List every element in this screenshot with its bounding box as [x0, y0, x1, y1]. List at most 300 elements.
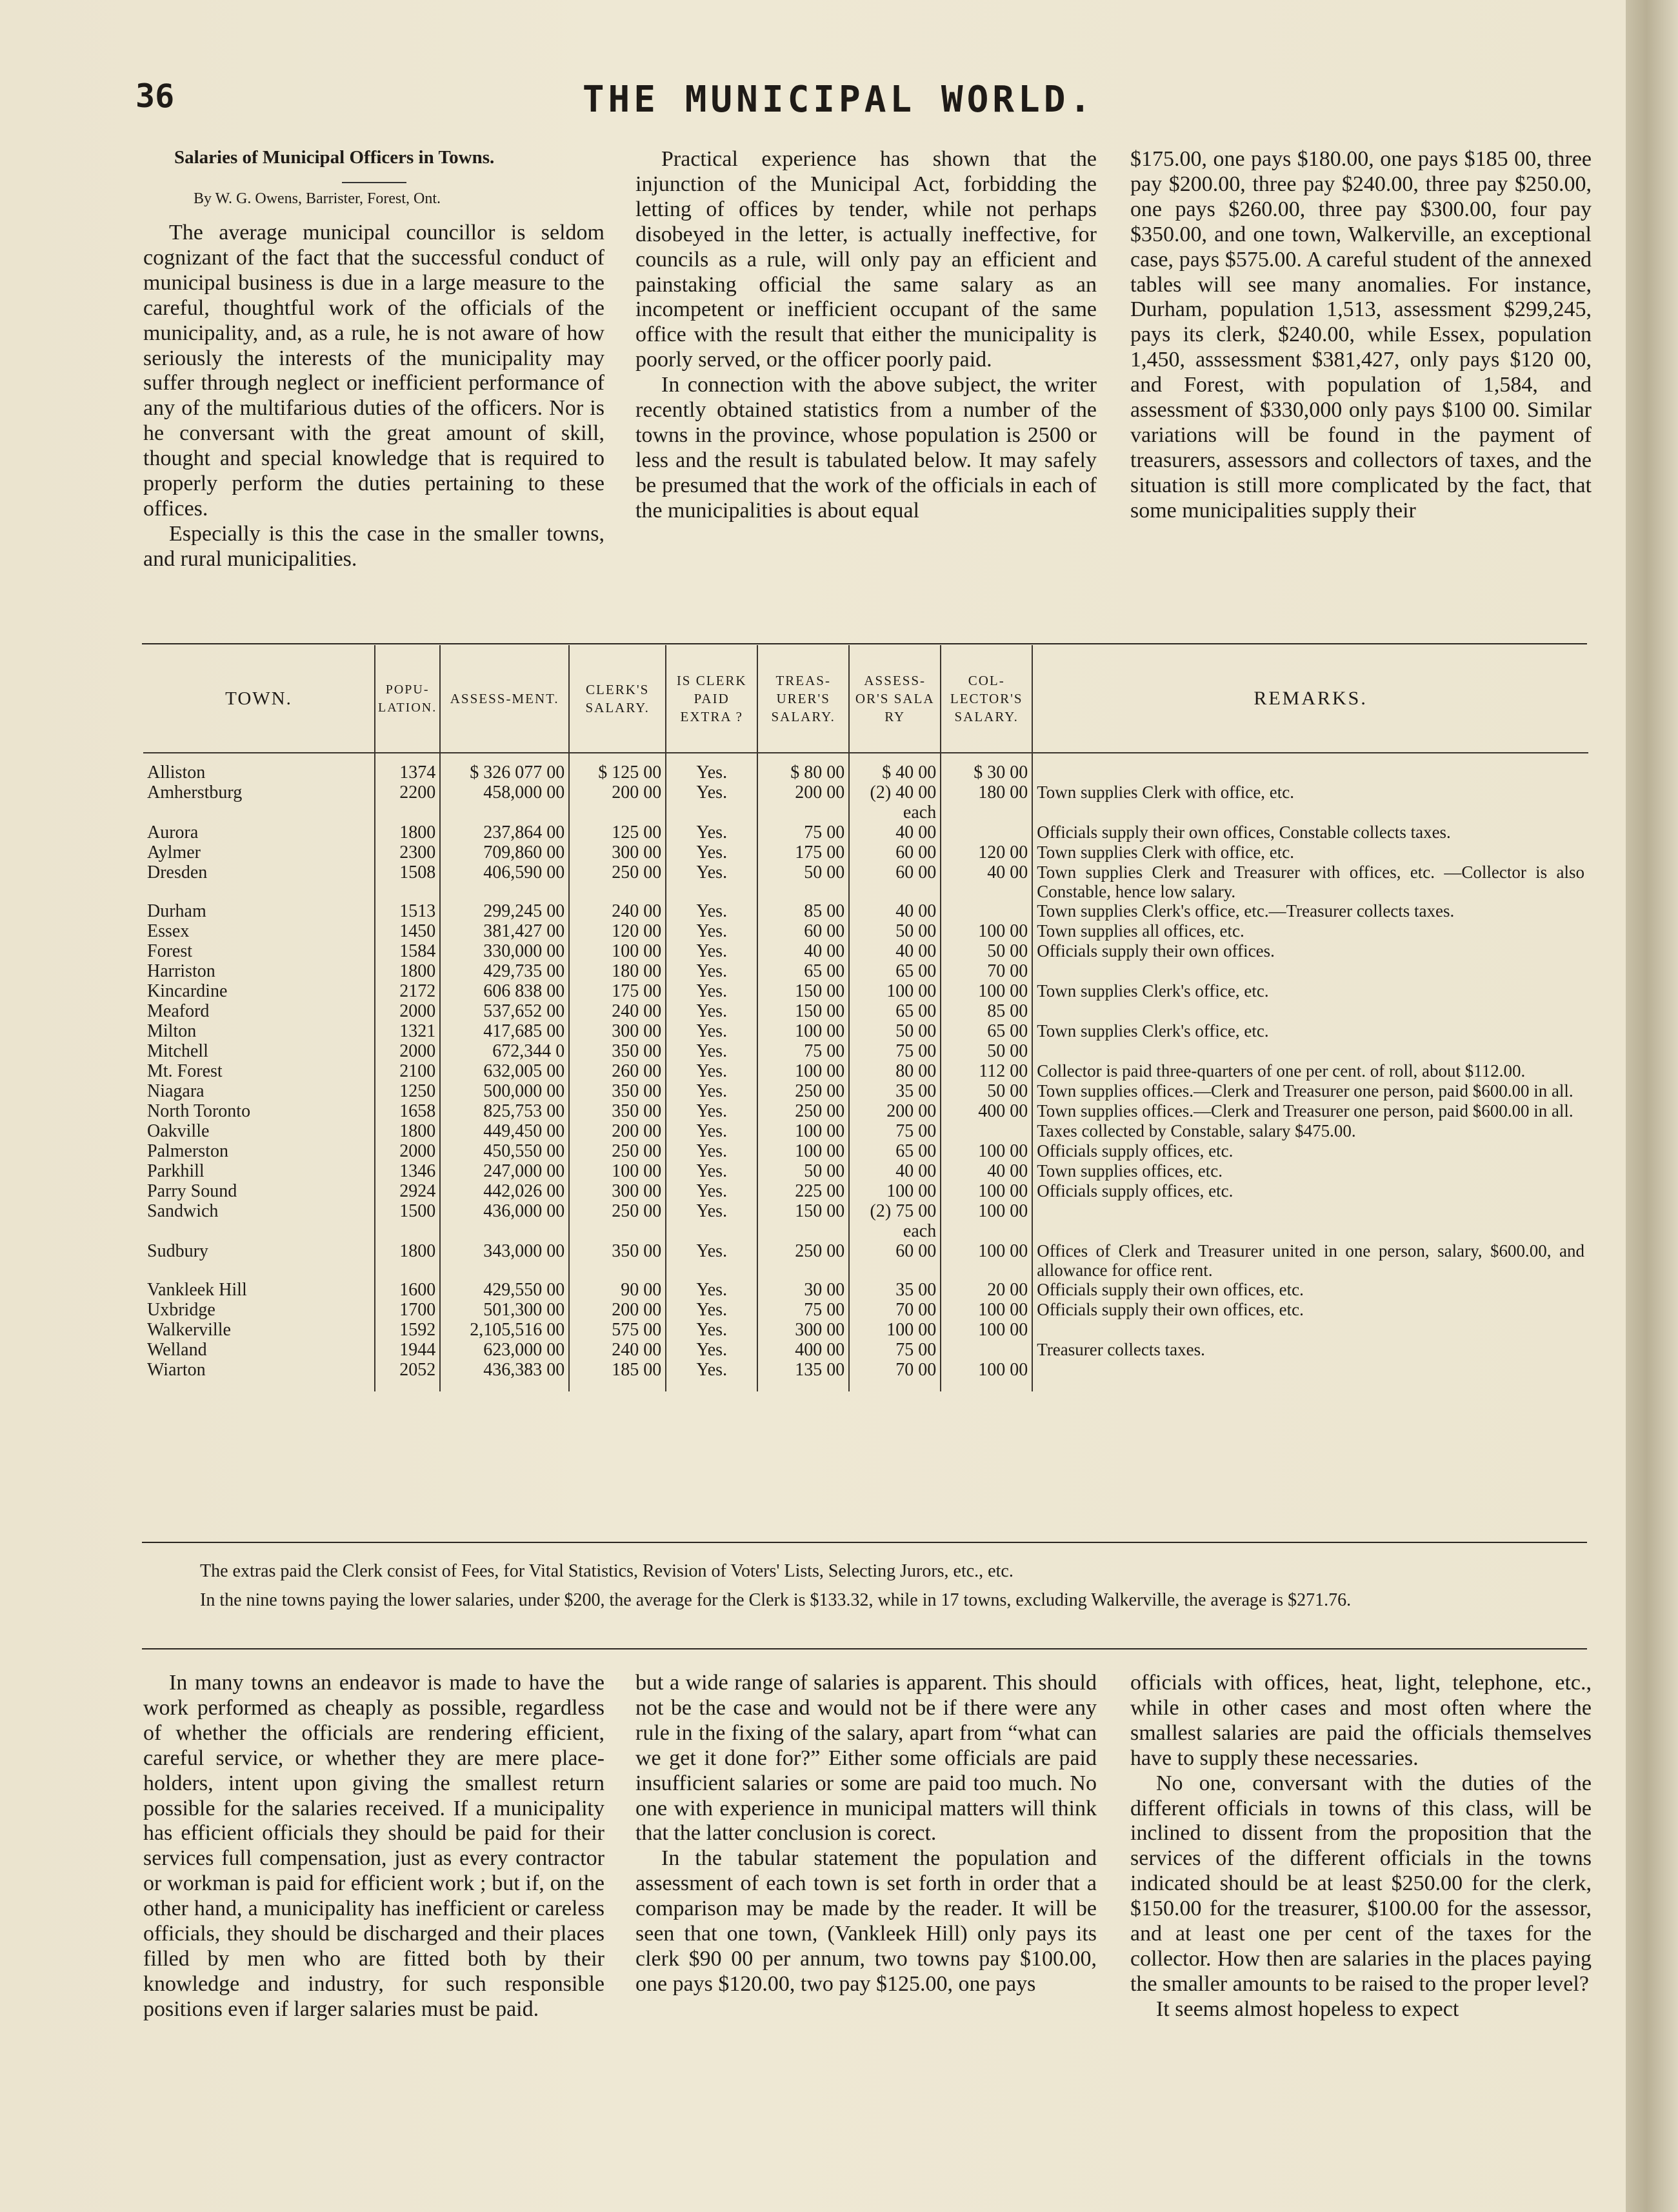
table-cell-collector-salary — [941, 822, 1032, 842]
paragraph: Especially is this the case in the smaller towns, and rural municipalities. — [143, 521, 604, 571]
table-cell-town: Kincardine — [147, 981, 228, 1001]
header-treasurer-salary: TREAS-URER'S SALARY. — [757, 645, 849, 753]
table-cell-assessment: 606 838 00 — [440, 981, 569, 1001]
paragraph: In many towns an endeavor is made to have the work performed as cheaply as possible, regardless of whether the officials are rendering efficient, careful service, or whether they are mere place-holders, intent upon giving the smallest return possible for the salaries received. If a municipality has efficient officials they should be paid for their services full compensation, just as every contractor or workman is paid for efficient work ; but if, on the other hand, a municipality has inefficient or careless officials, they should be discharged and their places filled by men who are fitted both by their knowledge and industry, for such responsible positions even if larger salaries must be paid. — [143, 1671, 604, 2021]
table-cell-clerk-salary: 185 00 — [569, 1360, 666, 1391]
table-cell-clerk-extra: Yes. — [666, 1280, 757, 1300]
table-cell-remarks: Offices of Clerk and Treasurer united in one person, salary, $600.00, and allowance for office rent. — [1032, 1241, 1588, 1280]
table-cell-treasurer-salary: 65 00 — [757, 961, 849, 981]
table-cell-assessor-salary: 35 00 — [849, 1081, 941, 1101]
table-cell-clerk-extra: Yes. — [666, 862, 757, 901]
table-cell-assessor-salary: 80 00 — [849, 1061, 941, 1081]
table-cell-town: Wiarton — [147, 1360, 206, 1380]
table-cell-clerk-salary: 180 00 — [569, 961, 666, 981]
table-cell-assessor-salary: 40 00 — [849, 822, 941, 842]
table-cell-town: Durham — [147, 901, 206, 921]
table-cell-town: Walkerville — [147, 1320, 231, 1340]
table-cell-treasurer-salary: 150 00 — [757, 981, 849, 1001]
table-row — [143, 941, 1588, 961]
table-cell-collector-salary: 100 00 — [941, 921, 1032, 941]
table-cell-remarks: Town supplies offices.—Clerk and Treasurer one person, paid $600.00 in all. — [1032, 1081, 1588, 1101]
table-cell-clerk-salary: 240 00 — [569, 1001, 666, 1021]
table-cell-town: Vankleek Hill — [147, 1280, 247, 1300]
table-cell-collector-salary: 120 00 — [941, 842, 1032, 862]
table-cell-assessor-salary: 75 00 — [849, 1121, 941, 1141]
table-cell-collector-salary: 400 00 — [941, 1101, 1032, 1121]
table-cell-remarks: Town supplies Clerk's office, etc. — [1032, 1021, 1588, 1041]
table-cell-clerk-extra: Yes. — [666, 1121, 757, 1141]
header-remarks: REMARKS. — [1032, 645, 1588, 753]
table-cell-clerk-extra: Yes. — [666, 782, 757, 822]
table-cell-treasurer-salary: 200 00 — [757, 782, 849, 822]
table-cell-assessor-salary: 100 00 — [849, 981, 941, 1001]
table-row — [143, 1121, 1588, 1141]
table-row — [143, 1280, 1588, 1300]
table-row — [143, 782, 1588, 822]
table-cell-assessor-salary: 35 00 — [849, 1280, 941, 1300]
table-row — [143, 1340, 1588, 1360]
table-cell-treasurer-salary: 75 00 — [757, 822, 849, 842]
table-cell-clerk-salary: 250 00 — [569, 1201, 666, 1241]
table-row — [143, 1001, 1588, 1021]
section-rule — [142, 1648, 1587, 1649]
table-cell-collector-salary: 100 00 — [941, 1241, 1032, 1280]
table-cell-population: 1944 — [375, 1340, 440, 1360]
table-row — [143, 862, 1588, 901]
paragraph: officials with offices, heat, light, telephone, etc., while in other cases and most often where the smallest salaries are paid the officials themselves have to supply these necessaries. — [1130, 1671, 1592, 1770]
table-cell-town: Niagara — [147, 1081, 205, 1101]
table-cell-population: 2924 — [375, 1181, 440, 1201]
table-cell-clerk-salary: 90 00 — [569, 1280, 666, 1300]
table-cell-clerk-salary: 175 00 — [569, 981, 666, 1001]
table-cell-assessment: 299,245 00 — [440, 901, 569, 921]
table-cell-assessor-salary: (2) 75 00 each — [849, 1201, 941, 1241]
table-cell-remarks: Town supplies Clerk with office, etc. — [1032, 842, 1588, 862]
table-cell-town: North Toronto — [147, 1101, 251, 1121]
table-row — [143, 1360, 1588, 1391]
table-cell-population: 2172 — [375, 981, 440, 1001]
table-cell-clerk-salary: 250 00 — [569, 862, 666, 901]
article-title: Salaries of Municipal Officers in Towns. — [174, 147, 495, 168]
table-cell-assessment: 442,026 00 — [440, 1181, 569, 1201]
table-cell-collector-salary: $ 30 00 — [941, 762, 1032, 782]
table-cell-population: 1800 — [375, 822, 440, 842]
table-cell-remarks: Officials supply their own offices, Constable collects taxes. — [1032, 822, 1588, 842]
table-cell-town: Milton — [147, 1021, 197, 1041]
table-cell-treasurer-salary: 135 00 — [757, 1360, 849, 1391]
table-cell-collector-salary: 100 00 — [941, 1300, 1032, 1320]
table-cell-treasurer-salary: 250 00 — [757, 1101, 849, 1121]
table-row — [143, 842, 1588, 862]
table-cell-assessor-salary: $ 40 00 — [849, 762, 941, 782]
table-row — [143, 762, 1588, 782]
table-cell-collector-salary: 40 00 — [941, 1161, 1032, 1181]
table-cell-clerk-extra: Yes. — [666, 1161, 757, 1181]
table-cell-population: 1700 — [375, 1300, 440, 1320]
table-cell-town: Mitchell — [147, 1041, 208, 1061]
table-row — [143, 981, 1588, 1001]
table-cell-treasurer-salary: 100 00 — [757, 1121, 849, 1141]
table-cell-assessment: 406,590 00 — [440, 862, 569, 901]
bottom-column-1 — [143, 1671, 604, 2022]
table-row — [143, 1181, 1588, 1201]
table-cell-remarks — [1032, 1001, 1588, 1021]
table-cell-treasurer-salary: 85 00 — [757, 901, 849, 921]
table-cell-clerk-extra: Yes. — [666, 921, 757, 941]
table-cell-remarks: Town supplies offices, etc. — [1032, 1161, 1588, 1181]
table-cell-clerk-salary: 350 00 — [569, 1081, 666, 1101]
table-cell-clerk-salary: 260 00 — [569, 1061, 666, 1081]
table-cell-assessment: 449,450 00 — [440, 1121, 569, 1141]
table-cell-town: Parkhill — [147, 1161, 205, 1181]
table-cell-treasurer-salary: 75 00 — [757, 1300, 849, 1320]
table-cell-collector-salary: 20 00 — [941, 1280, 1032, 1300]
table-cell-population: 2000 — [375, 1141, 440, 1161]
table-cell-assessor-salary: 100 00 — [849, 1181, 941, 1201]
paragraph: In the tabular statement the population and assessment of each town is set forth in order that a comparison may be made by the reader. It will be seen that one town, (Vankleek Hill) only pays its clerk $90 00 per annum, two towns pay $100.00, one pays $120.00, two pay $125.00, one pays — [635, 1846, 1097, 1996]
table-cell-clerk-salary: 350 00 — [569, 1101, 666, 1121]
table-cell-assessment: 330,000 00 — [440, 941, 569, 961]
title-rule — [342, 182, 406, 183]
table-cell-collector-salary: 180 00 — [941, 782, 1032, 822]
table-row — [143, 1061, 1588, 1081]
table-cell-population: 1250 — [375, 1081, 440, 1101]
table-cell-remarks: Town supplies Clerk's office, etc. — [1032, 981, 1588, 1001]
table-cell-population: 2000 — [375, 1041, 440, 1061]
table-cell-population: 1500 — [375, 1201, 440, 1241]
table-cell-clerk-extra: Yes. — [666, 1181, 757, 1201]
table-cell-remarks — [1032, 961, 1588, 981]
table-cell-clerk-salary: 200 00 — [569, 782, 666, 822]
table-cell-population: 1600 — [375, 1280, 440, 1300]
table-cell-collector-salary: 85 00 — [941, 1001, 1032, 1021]
table-cell-clerk-extra: Yes. — [666, 981, 757, 1001]
table-row — [143, 1241, 1588, 1280]
table-cell-town: Essex — [147, 921, 190, 941]
table-cell-clerk-salary: 100 00 — [569, 941, 666, 961]
table-row — [143, 921, 1588, 941]
table-cell-clerk-extra: Yes. — [666, 1201, 757, 1241]
table-cell-treasurer-salary: 100 00 — [757, 1021, 849, 1041]
bottom-column-3 — [1130, 1671, 1592, 2022]
table-cell-remarks — [1032, 1201, 1588, 1241]
table-cell-treasurer-salary: 60 00 — [757, 921, 849, 941]
table-cell-assessment: 450,550 00 — [440, 1141, 569, 1161]
table-cell-assessment: 458,000 00 — [440, 782, 569, 822]
table-cell-collector-salary: 65 00 — [941, 1021, 1032, 1041]
table-cell-clerk-salary: 120 00 — [569, 921, 666, 941]
table-footnote-1: The extras paid the Clerk consist of Fees, for Vital Statistics, Revision of Voters' Lists, Selecting Jurors, etc., etc. — [200, 1561, 1014, 1581]
table-cell-treasurer-salary: 50 00 — [757, 1161, 849, 1181]
table-cell-collector-salary: 50 00 — [941, 941, 1032, 961]
table-cell-clerk-extra: Yes. — [666, 1041, 757, 1061]
table-cell-assessment: 709,860 00 — [440, 842, 569, 862]
table-cell-assessment: 429,735 00 — [440, 961, 569, 981]
table-cell-assessment: 501,300 00 — [440, 1300, 569, 1320]
table-cell-clerk-extra: Yes. — [666, 1081, 757, 1101]
table-cell-assessor-salary: 60 00 — [849, 862, 941, 901]
table-cell-town: Meaford — [147, 1001, 210, 1021]
table-cell-town: Sandwich — [147, 1201, 219, 1221]
table-cell-assessor-salary: 75 00 — [849, 1041, 941, 1061]
table-cell-assessor-salary: 75 00 — [849, 1340, 941, 1360]
table-cell-treasurer-salary: 50 00 — [757, 862, 849, 901]
table-cell-treasurer-salary: $ 80 00 — [757, 762, 849, 782]
table-cell-collector-salary: 100 00 — [941, 1201, 1032, 1241]
table-cell-collector-salary: 40 00 — [941, 862, 1032, 901]
table-cell-assessor-salary: 70 00 — [849, 1300, 941, 1320]
table-cell-clerk-salary: 200 00 — [569, 1300, 666, 1320]
table-cell-clerk-extra: Yes. — [666, 842, 757, 862]
table-cell-assessor-salary: 40 00 — [849, 901, 941, 921]
table-cell-remarks — [1032, 1320, 1588, 1340]
table-cell-assessor-salary: 200 00 — [849, 1101, 941, 1121]
table-cell-assessor-salary: 100 00 — [849, 1320, 941, 1340]
table-cell-population: 2100 — [375, 1061, 440, 1081]
table-cell-clerk-extra: Yes. — [666, 1241, 757, 1280]
table-cell-population: 2052 — [375, 1360, 440, 1391]
table-cell-town: Welland — [147, 1340, 207, 1360]
table-cell-assessment: 825,753 00 — [440, 1101, 569, 1121]
table-row — [143, 1101, 1588, 1121]
table-cell-assessment: $ 326 077 00 — [440, 762, 569, 782]
page-number: 36 — [135, 77, 175, 115]
table-cell-remarks: Town supplies Clerk's office, etc.—Treasurer collects taxes. — [1032, 901, 1588, 921]
table-cell-town: Aurora — [147, 822, 199, 842]
table-top-rule — [142, 643, 1587, 644]
table-cell-remarks — [1032, 1041, 1588, 1061]
table-cell-clerk-extra: Yes. — [666, 1001, 757, 1021]
table-cell-clerk-salary: 125 00 — [569, 822, 666, 842]
table-cell-collector-salary: 112 00 — [941, 1061, 1032, 1081]
table-cell-clerk-salary: 300 00 — [569, 1181, 666, 1201]
table-cell-assessment: 537,652 00 — [440, 1001, 569, 1021]
table-cell-clerk-salary: 240 00 — [569, 901, 666, 921]
header-population: POPU-LATION. — [375, 645, 440, 753]
table-cell-assessment: 672,344 0 — [440, 1041, 569, 1061]
table-spacer-row — [143, 753, 1588, 762]
table-cell-treasurer-salary: 100 00 — [757, 1141, 849, 1161]
table-cell-assessor-salary: 65 00 — [849, 961, 941, 981]
table-cell-remarks — [1032, 762, 1588, 782]
table-cell-assessor-salary: 65 00 — [849, 1001, 941, 1021]
table-cell-population: 1374 — [375, 762, 440, 782]
table-cell-clerk-extra: Yes. — [666, 1300, 757, 1320]
table-cell-clerk-extra: Yes. — [666, 1340, 757, 1360]
article-byline: By W. G. Owens, Barrister, Forest, Ont. — [194, 190, 441, 207]
table-cell-treasurer-salary: 250 00 — [757, 1241, 849, 1280]
paragraph: It seems almost hopeless to expect — [1156, 1997, 1459, 2021]
table-cell-clerk-salary: 250 00 — [569, 1141, 666, 1161]
table-row — [143, 901, 1588, 921]
table-cell-population: 1658 — [375, 1101, 440, 1121]
table-cell-population: 1592 — [375, 1320, 440, 1340]
table-cell-treasurer-salary: 150 00 — [757, 1001, 849, 1021]
table-cell-assessor-salary: 60 00 — [849, 1241, 941, 1280]
table-cell-treasurer-salary: 225 00 — [757, 1181, 849, 1201]
table-cell-treasurer-salary: 400 00 — [757, 1340, 849, 1360]
table-cell-treasurer-salary: 40 00 — [757, 941, 849, 961]
table-cell-treasurer-salary: 30 00 — [757, 1280, 849, 1300]
table-cell-town: Amherstburg — [147, 782, 243, 802]
table-cell-population: 2300 — [375, 842, 440, 862]
table-cell-clerk-salary: 200 00 — [569, 1121, 666, 1141]
table-cell-remarks: Officials supply their own offices, etc. — [1032, 1280, 1588, 1300]
table-cell-treasurer-salary: 150 00 — [757, 1201, 849, 1241]
table-cell-assessment: 632,005 00 — [440, 1061, 569, 1081]
table-cell-collector-salary: 100 00 — [941, 1181, 1032, 1201]
table-cell-clerk-extra: Yes. — [666, 1021, 757, 1041]
table-cell-population: 1800 — [375, 1241, 440, 1280]
table-footnote-2: In the nine towns paying the lower salaries, under $200, the average for the Clerk is $133.32, while in 17 towns, excluding Walkerville, the average is $271.76. — [200, 1590, 1352, 1610]
table-cell-collector-salary: 50 00 — [941, 1081, 1032, 1101]
bottom-column-2 — [635, 1671, 1097, 1997]
table-cell-assessment: 623,000 00 — [440, 1340, 569, 1360]
table-cell-town: Harriston — [147, 961, 215, 981]
table-cell-collector-salary — [941, 1121, 1032, 1141]
table-cell-assessor-salary: 70 00 — [849, 1360, 941, 1391]
table-cell-clerk-extra: Yes. — [666, 1141, 757, 1161]
top-column-3 — [1130, 147, 1592, 524]
table-cell-assessment: 381,427 00 — [440, 921, 569, 941]
table-cell-assessor-salary: 40 00 — [849, 1161, 941, 1181]
table-row — [143, 1201, 1588, 1241]
table-cell-treasurer-salary: 175 00 — [757, 842, 849, 862]
table-cell-collector-salary: 50 00 — [941, 1041, 1032, 1061]
table-cell-assessment: 500,000 00 — [440, 1081, 569, 1101]
table-cell-assessor-salary: 50 00 — [849, 1021, 941, 1041]
table-cell-treasurer-salary: 250 00 — [757, 1081, 849, 1101]
table-cell-treasurer-salary: 300 00 — [757, 1320, 849, 1340]
table-body — [143, 753, 1588, 1391]
table-cell-remarks: Officials supply offices, etc. — [1032, 1181, 1588, 1201]
table-cell-remarks: Town supplies Clerk and Treasurer with offices, etc. —Collector is also Constable, hence low salary. — [1032, 862, 1588, 901]
table-cell-town: Aylmer — [147, 842, 201, 862]
table-cell-assessor-salary: 50 00 — [849, 921, 941, 941]
header-collector-salary: COL-LECTOR'S SALARY. — [941, 645, 1032, 753]
table-cell-remarks: Treasurer collects taxes. — [1032, 1340, 1588, 1360]
table-cell-population: 1800 — [375, 1121, 440, 1141]
header-clerk-salary: CLERK'S SALARY. — [569, 645, 666, 753]
table-cell-clerk-salary: $ 125 00 — [569, 762, 666, 782]
table-cell-collector-salary — [941, 901, 1032, 921]
table-cell-population: 1800 — [375, 961, 440, 981]
table-cell-remarks: Town supplies offices.—Clerk and Treasurer one person, paid $600.00 in all. — [1032, 1101, 1588, 1121]
table-cell-assessor-salary: (2) 40 00 each — [849, 782, 941, 822]
table-row — [143, 961, 1588, 981]
paragraph: $175.00, one pays $180.00, one pays $185 00, three pay $200.00, three pay $240.00, three pay $250.00, one pays $260.00, three pay $300.00, four pay $350.00, and one town, Walkerville, an exceptional case, pays $575.00. A careful student of the annexed tables will see many anomalies. For instance, Durham, population 1,513, assessment $299,245, pays its clerk, $240.00, while Essex, population 1,450, asssessment $381,427, only pays $120 00, and Forest, with population of 1,584, and assessment of $330,000 only pays $100 00. Similar variations will be found in the payment of treasurers, assessors and collectors of taxes, and the situation is still more complicated by the fact, that some municipalities supply their — [1130, 147, 1592, 523]
paragraph: but a wide range of salaries is apparent. This should not be the case and would not be if there were any rule in the fixing of the salary, apart from “what can we get it done for?” Either some officials are paid insufficient salaries or some are paid too much. No one with experience in municipal matters will think that the latter conclusion is corect. — [635, 1671, 1097, 1846]
table-cell-assessment: 436,000 00 — [440, 1201, 569, 1241]
table-cell-clerk-extra: Yes. — [666, 1061, 757, 1081]
table-cell-collector-salary: 100 00 — [941, 1320, 1032, 1340]
table-cell-clerk-extra: Yes. — [666, 1320, 757, 1340]
table-cell-population: 1584 — [375, 941, 440, 961]
table-cell-town: Oakville — [147, 1121, 210, 1141]
table-cell-clerk-extra: Yes. — [666, 1360, 757, 1391]
table-row — [143, 1041, 1588, 1061]
table-cell-town: Sudbury — [147, 1241, 208, 1261]
header-assessor-salary: ASSESS-OR'S SALA RY — [849, 645, 941, 753]
table-cell-clerk-salary: 350 00 — [569, 1041, 666, 1061]
table-cell-clerk-extra: Yes. — [666, 941, 757, 961]
table-row — [143, 1320, 1588, 1340]
table-cell-clerk-extra: Yes. — [666, 762, 757, 782]
table-cell-remarks: Officials supply offices, etc. — [1032, 1141, 1588, 1161]
table-cell-population: 1508 — [375, 862, 440, 901]
table-cell-clerk-salary: 575 00 — [569, 1320, 666, 1340]
running-head: THE MUNICIPAL WORLD. — [582, 79, 1095, 121]
top-column-1 — [143, 221, 604, 572]
table-cell-town: Alliston — [147, 762, 206, 782]
table-cell-collector-salary: 100 00 — [941, 981, 1032, 1001]
table-cell-assessment: 237,864 00 — [440, 822, 569, 842]
salary-table — [143, 645, 1588, 1391]
table-row — [143, 1161, 1588, 1181]
table-cell-remarks — [1032, 1360, 1588, 1391]
table-cell-clerk-salary: 100 00 — [569, 1161, 666, 1181]
table-cell-treasurer-salary: 100 00 — [757, 1061, 849, 1081]
table-cell-clerk-salary: 350 00 — [569, 1241, 666, 1280]
table-cell-assessor-salary: 60 00 — [849, 842, 941, 862]
table-cell-town: Dresden — [147, 862, 208, 882]
table-cell-remarks: Town supplies Clerk with office, etc. — [1032, 782, 1588, 822]
table-cell-town: Forest — [147, 941, 192, 961]
table-cell-clerk-salary: 300 00 — [569, 842, 666, 862]
header-clerk-extra: IS CLERK PAID EXTRA ? — [666, 645, 757, 753]
table-cell-population: 1346 — [375, 1161, 440, 1181]
table-cell-collector-salary: 100 00 — [941, 1141, 1032, 1161]
table-cell-population: 1321 — [375, 1021, 440, 1041]
header-assessment: ASSESS-MENT. — [440, 645, 569, 753]
table-row — [143, 1300, 1588, 1320]
table-cell-population: 1513 — [375, 901, 440, 921]
table-cell-clerk-extra: Yes. — [666, 1101, 757, 1121]
table-cell-town: Mt. Forest — [147, 1061, 223, 1081]
table-cell-remarks: Officials supply their own offices. — [1032, 941, 1588, 961]
table-cell-clerk-extra: Yes. — [666, 822, 757, 842]
table-bottom-rule — [142, 1542, 1587, 1543]
page-gutter — [1626, 0, 1678, 2212]
header-town: TOWN. — [143, 645, 375, 753]
table-cell-assessment: 2,105,516 00 — [440, 1320, 569, 1340]
table-row — [143, 1081, 1588, 1101]
paragraph: No one, conversant with the duties of the different officials in towns of this class, will be inclined to dissent from the proposition that the services of the different officials in the towns indicated should be at least $250.00 for the clerk, $150.00 for the treasurer, $100.00 for the assessor, and at least one per cent of the taxes for the collector. How then are salaries in the places paying the smaller amounts to be raised to the proper level? — [1130, 1771, 1592, 1996]
table-cell-assessment: 247,000 00 — [440, 1161, 569, 1181]
table-cell-assessor-salary: 65 00 — [849, 1141, 941, 1161]
table-cell-collector-salary: 100 00 — [941, 1360, 1032, 1391]
table-cell-treasurer-salary: 75 00 — [757, 1041, 849, 1061]
table-cell-assessment: 436,383 00 — [440, 1360, 569, 1391]
top-column-2 — [635, 147, 1097, 524]
table-cell-town: Parry Sound — [147, 1181, 237, 1201]
table-cell-population: 2200 — [375, 782, 440, 822]
table-cell-population: 1450 — [375, 921, 440, 941]
table-cell-population: 2000 — [375, 1001, 440, 1021]
table-cell-assessment: 417,685 00 — [440, 1021, 569, 1041]
table-cell-assessment: 343,000 00 — [440, 1241, 569, 1280]
table-cell-clerk-extra: Yes. — [666, 901, 757, 921]
table-cell-clerk-extra: Yes. — [666, 961, 757, 981]
table-cell-town: Uxbridge — [147, 1300, 215, 1320]
table-cell-collector-salary — [941, 1340, 1032, 1360]
table-cell-remarks: Officials supply their own offices, etc. — [1032, 1300, 1588, 1320]
table-header-row — [143, 645, 1588, 753]
table-row — [143, 1021, 1588, 1041]
table-cell-remarks: Taxes collected by Constable, salary $475.00. — [1032, 1121, 1588, 1141]
paragraph: Practical experience has shown that the injunction of the Municipal Act, forbidding the letting of offices by tender, while not perhaps disobeyed in the letter, is actually ineffective, for councils as a rule, will only pay an efficient and painstaking official the same salary as an incompetent or inefficient occupant of the same office with the result that either the municipality is poorly served, or the officer poorly paid. — [635, 147, 1097, 372]
table-cell-clerk-salary: 300 00 — [569, 1021, 666, 1041]
